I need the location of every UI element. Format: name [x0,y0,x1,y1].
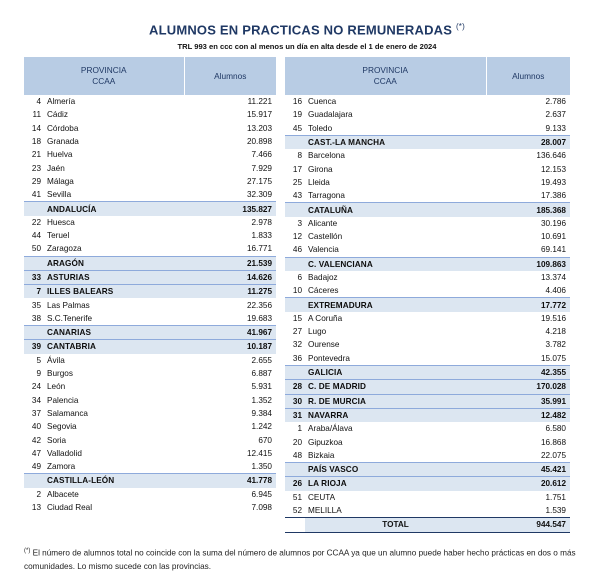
alumnos-value: 28.007 [486,135,570,149]
province-name: MELILLA [308,506,342,516]
alumnos-value: 4.218 [545,327,566,337]
total-value: 944.547 [486,518,570,532]
provincia-label: PROVINCIA [80,65,127,75]
alumnos-value: 1.350 [251,462,272,472]
province-name: Granada [47,137,79,147]
province-code: 40 [31,422,41,432]
provincia-ccaa-header [285,57,486,95]
province-code: 20 [292,437,302,447]
province-name: Guadalajara [308,110,353,120]
alumnos-value: 7.466 [251,150,272,160]
province-name: Badajoz [308,273,338,282]
province-code [285,365,305,379]
province-row [285,449,570,463]
alumnos-value: 6.945 [251,489,272,499]
province-name: CATALUÑA [305,203,486,217]
alumnos-value: 7.929 [251,163,272,173]
alumnos-value: 20.612 [486,477,570,491]
province-row [24,407,276,420]
province-name: Las Palmas [47,300,90,310]
province-row [24,488,276,501]
province-code: 45 [292,123,302,133]
alumnos-value: 17.772 [486,298,570,312]
provincia-ccaa-header [24,57,184,95]
ccaa-summary-row [285,257,570,271]
left-table-body [24,95,276,514]
province-code: 50 [31,244,41,254]
province-row [24,420,276,433]
ccaa-summary-row [24,326,276,340]
alumnos-value: 15.075 [540,353,566,363]
alumnos-value: 1.352 [251,395,272,405]
province-name: Lugo [308,327,327,337]
alumnos-value: 109.863 [486,257,570,271]
province-name: PAÍS VASCO [305,463,486,477]
province-name: Araba/Álava [308,424,353,434]
province-name: Almería [47,97,76,107]
province-code: 51 [292,492,302,502]
alumnos-value: 185.368 [486,203,570,217]
province-name: Huesca [47,217,75,227]
alumnos-value: 41.967 [184,326,276,340]
province-code: 8 [297,151,302,161]
province-name: CEUTA [308,492,336,502]
province-code: 35 [31,300,41,310]
province-code: 15 [292,313,302,323]
province-code: 11 [32,110,41,120]
total-row [285,518,570,532]
province-name: C. DE MADRID [305,380,486,394]
title-footnote-mark: (*) [455,22,465,31]
province-code: 27 [292,327,302,337]
province-code: 19 [292,110,302,120]
ccaa-label: CCAA [373,76,397,86]
province-name: Alicante [308,218,338,228]
province-code [24,474,44,488]
province-code [24,256,44,270]
alumnos-value: 4.406 [545,286,566,296]
alumnos-value: 32.309 [246,190,272,200]
province-name: Lleida [308,177,330,187]
province-row [24,95,276,108]
ccaa-summary-row [285,135,570,149]
right-table [285,57,570,533]
alumnos-value: 27.175 [246,176,272,186]
province-code: 38 [31,313,41,323]
ccaa-summary-row [24,474,276,488]
ccaa-summary-row [285,394,570,408]
province-code: 16 [292,97,302,107]
province-code [285,298,305,312]
alumnos-value: 16.868 [540,437,566,447]
province-name: Valladolid [47,448,82,458]
province-code: 22 [31,217,41,227]
alumnos-value: 5.931 [251,382,272,392]
province-code: 39 [24,340,44,354]
province-code: 7 [24,285,44,299]
province-row [24,135,276,148]
alumnos-value: 14.626 [184,270,276,284]
province-row [24,161,276,174]
province-code: 31 [285,408,305,422]
province-name: A Coruña [308,313,343,323]
alumnos-value: 20.898 [246,137,272,147]
province-name: Albacete [47,489,79,499]
province-row [285,122,570,136]
province-name: Zaragoza [47,244,82,254]
alumnos-value: 6.887 [251,369,272,379]
alumnos-value: 2.786 [545,97,566,107]
ccaa-summary-row [285,203,570,217]
province-code: 25 [292,177,302,187]
ccaa-summary-row [24,202,276,216]
province-name: León [47,382,66,392]
alumnos-value: 12.415 [246,448,272,458]
province-code: 24 [31,382,41,392]
province-row [285,352,570,366]
province-name: CASTILLA-LEÓN [44,474,184,488]
province-name: Cuenca [308,97,337,107]
province-name: Huelva [47,150,73,160]
province-row [24,122,276,135]
footnote-mark: (*) [24,548,31,554]
province-name: Málaga [47,176,74,186]
province-name: LA RIOJA [305,477,486,491]
province-code [285,203,305,217]
province-name: Ciudad Real [47,503,93,513]
province-row [285,108,570,121]
province-name: Jaén [47,163,65,173]
province-code: 12 [292,232,302,242]
province-row [285,243,570,257]
right-table-header [285,57,570,95]
alumnos-value: 16.771 [246,244,272,254]
province-name: ARAGÓN [44,256,184,270]
alumnos-value: 69.141 [540,245,566,255]
province-code: 28 [285,380,305,394]
alumnos-value: 2.637 [545,110,566,120]
ccaa-summary-row [285,408,570,422]
alumnos-value: 35.991 [486,394,570,408]
province-code: 3 [297,218,302,228]
province-row [285,338,570,351]
province-name: Toledo [308,123,333,133]
province-name: Ourense [308,340,340,350]
province-code: 13 [31,503,41,513]
province-code: 9 [36,369,41,379]
alumnos-value: 19.516 [540,313,566,323]
province-row [24,188,276,202]
footnote [24,545,584,573]
alumnos-value: 45.421 [486,463,570,477]
province-row [24,229,276,242]
province-row [24,433,276,446]
footnote-text: El número de alumnos total no coincide con la suma del número de alumnos por CCAA ya que un alumno puede haber hecho prácticas en dos o más comunidades. Lo mismo sucede con las provincias. [24,548,576,571]
alumnos-value: 17.386 [540,191,566,201]
province-code: 14 [31,123,41,133]
province-row [285,271,570,284]
province-name: Girona [308,164,333,174]
alumnos-header: Alumnos [184,57,276,95]
alumnos-value: 12.153 [540,164,566,174]
alumnos-value: 13.374 [540,273,566,282]
ccaa-summary-row [285,380,570,394]
alumnos-value: 1.833 [251,231,272,241]
province-name: R. DE MURCIA [305,394,486,408]
report-title [0,22,614,37]
alumnos-value: 22.356 [246,300,272,310]
alumnos-value: 1.751 [545,492,566,502]
province-code: 33 [24,270,44,284]
province-row [24,242,276,256]
left-table-header [24,57,276,95]
title-text: ALUMNOS EN PRACTICAS NO REMUNERADAS [149,22,453,38]
alumnos-value: 41.778 [184,474,276,488]
province-name: CANARIAS [44,326,184,340]
province-name: Gipuzkoa [308,437,343,447]
province-name: Palencia [47,395,79,405]
province-row [285,504,570,518]
ccaa-summary-row [24,285,276,299]
report-subtitle: TRL 993 en ccc con al menos un día en alta desde el 1 de enero de 2024 [177,42,437,51]
alumnos-value: 1.539 [545,506,566,516]
alumnos-value: 670 [258,435,272,445]
ccaa-summary-row [285,463,570,477]
total-label: TOTAL [305,518,486,532]
province-row [24,298,276,311]
province-code: 26 [285,477,305,491]
province-code: 47 [31,448,41,458]
province-row [24,108,276,121]
province-name: Castellón [308,232,343,242]
province-name: EXTREMADURA [305,298,486,312]
alumnos-value: 9.133 [545,123,566,133]
alumnos-value: 10.691 [540,232,566,242]
province-name: Sevilla [47,190,72,200]
province-name: Zamora [47,462,76,472]
province-code: 10 [292,286,302,296]
province-name: GALICIA [305,365,486,379]
province-code: 42 [31,435,41,445]
alumnos-value: 13.203 [246,123,272,133]
alumnos-value: 10.187 [184,340,276,354]
province-row [285,162,570,175]
province-code [285,257,305,271]
province-name: Salamanca [47,408,88,418]
province-code: 44 [31,231,41,241]
province-code: 1 [297,424,302,434]
alumnos-value: 2.655 [251,355,272,365]
province-code: 4 [36,97,41,107]
province-name: Cádiz [47,110,68,120]
province-row [24,312,276,326]
alumnos-value: 19.493 [540,177,566,187]
province-code: 49 [31,462,41,472]
province-code: 6 [297,273,302,282]
alumnos-value: 7.098 [251,503,272,513]
province-name: ILLES BALEARS [44,285,184,299]
alumnos-value: 21.539 [184,256,276,270]
province-name: Tarragona [308,191,345,201]
province-name: S.C.Tenerife [47,313,93,323]
left-table [24,57,276,514]
province-code [285,463,305,477]
ccaa-summary-row [24,270,276,284]
province-row [285,176,570,189]
ccaa-summary-row [285,477,570,491]
province-name: Cáceres [308,286,339,296]
right-table-body [285,95,570,518]
province-row [285,491,570,504]
province-code: 52 [292,506,302,516]
province-code: 36 [292,353,302,363]
province-name: Teruel [47,231,70,241]
province-row [24,394,276,407]
alumnos-value: 11.221 [247,97,272,107]
alumnos-value: 135.827 [184,202,276,216]
province-code: 46 [292,245,302,255]
province-row [24,380,276,393]
alumnos-value: 11.275 [184,285,276,299]
province-row [24,175,276,188]
province-name: Barcelona [308,151,345,161]
alumnos-value: 6.580 [545,424,566,434]
province-row [285,422,570,435]
alumnos-value: 3.782 [545,340,566,350]
provincia-label: PROVINCIA [362,65,409,75]
alumnos-value: 19.683 [246,313,272,323]
alumnos-value: 136.646 [536,151,566,161]
province-code: 48 [292,450,302,460]
province-row [24,447,276,460]
province-name: NAVARRA [305,408,486,422]
ccaa-summary-row [285,365,570,379]
province-code: 34 [31,395,41,405]
province-name: ANDALUCÍA [44,202,184,216]
alumnos-value: 30.196 [540,218,566,228]
province-code [24,202,44,216]
province-code: 5 [36,355,41,365]
province-code: 17 [292,164,302,174]
province-code: 30 [285,394,305,408]
province-code: 41 [31,190,41,200]
province-row [24,354,276,367]
ccaa-summary-row [24,256,276,270]
province-name: Pontevedra [308,353,350,363]
province-code: 29 [31,176,41,186]
province-row [285,325,570,338]
province-name: Córdoba [47,123,79,133]
province-name: ASTURIAS [44,270,184,284]
province-code: 32 [292,340,302,350]
province-row [285,149,570,162]
province-row [24,216,276,229]
alumnos-value: 2.978 [251,217,272,227]
province-code: 18 [31,137,41,147]
alumnos-value: 15.917 [246,110,272,120]
province-name: Segovia [47,422,77,432]
province-row [24,367,276,380]
province-code [285,135,305,149]
alumnos-value: 1.242 [251,422,272,432]
province-code: 2 [36,489,41,499]
province-row [285,312,570,325]
province-name: Ávila [47,355,65,365]
alumnos-value: 22.075 [540,450,566,460]
province-row [285,435,570,448]
province-code: 43 [292,191,302,201]
alumnos-value: 12.482 [486,408,570,422]
province-row [285,284,570,298]
province-row [285,95,570,108]
province-name: Soria [47,435,67,445]
province-row [24,460,276,474]
province-name: C. VALENCIANA [305,257,486,271]
province-code [24,326,44,340]
province-name: Valencia [308,245,339,255]
province-row [24,148,276,161]
ccaa-summary-row [285,298,570,312]
province-name: CAST.-LA MANCHA [305,135,486,149]
alumnos-header: Alumnos [486,57,570,95]
province-code: 21 [31,150,41,160]
province-name: CANTABRIA [44,340,184,354]
province-row [285,217,570,230]
ccaa-label: CCAA [92,76,116,86]
province-name: Burgos [47,369,73,379]
province-row [285,189,570,203]
alumnos-value: 9.384 [251,408,272,418]
province-code: 37 [31,408,41,418]
province-row [285,230,570,243]
ccaa-summary-row [24,340,276,354]
alumnos-value: 170.028 [486,380,570,394]
province-code: 23 [31,163,41,173]
alumnos-value: 42.355 [486,365,570,379]
province-row [24,501,276,514]
province-name: Bizkaia [308,450,335,460]
